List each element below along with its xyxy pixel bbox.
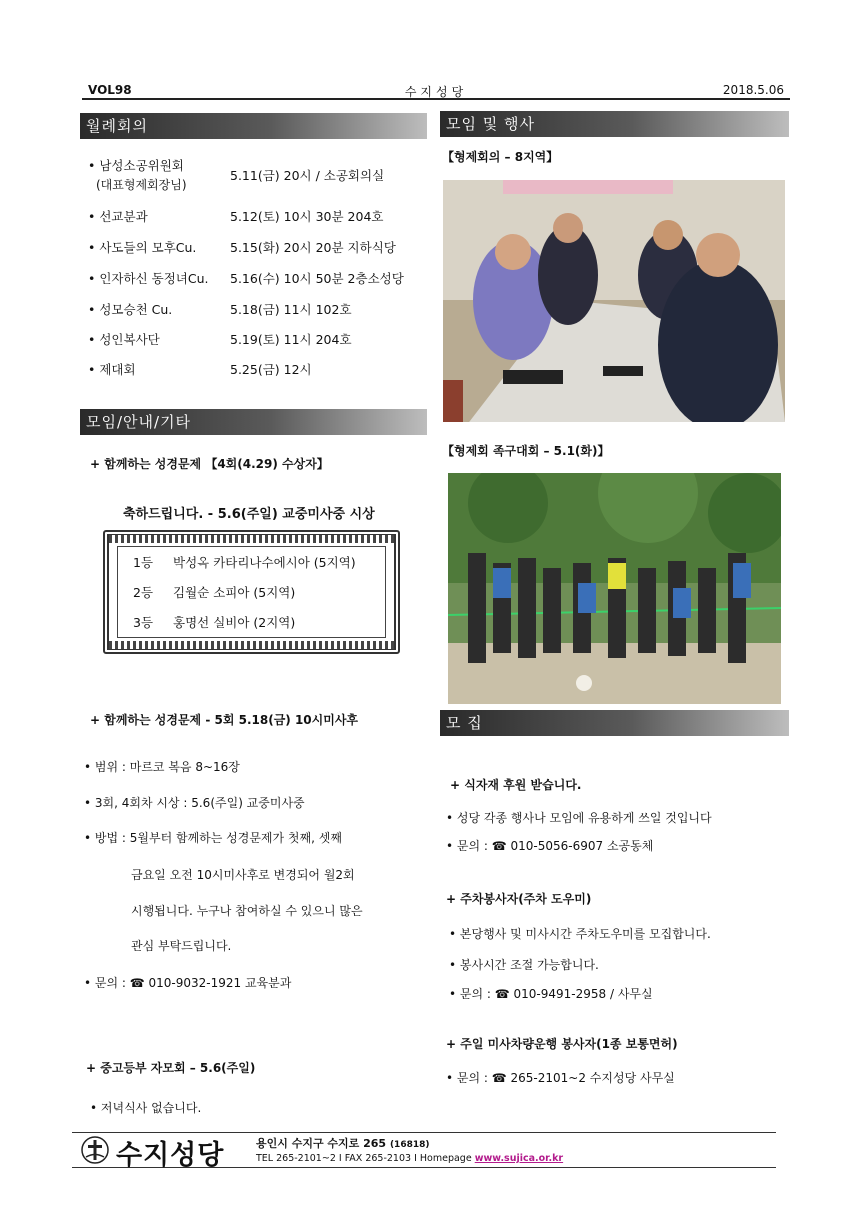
meeting-time: 5.18(금) 11시 102호 [230, 302, 352, 317]
section-bar-recruit [440, 710, 789, 736]
meeting-name: • 사도들의 모후Cu. [88, 240, 197, 255]
prize-winner: 김월순 소피아 (5지역) [173, 585, 296, 600]
section-bar-events [440, 111, 789, 137]
meeting-time: 5.25(금) 12시 [230, 362, 312, 377]
prize-line [133, 553, 356, 571]
meeting-name: • 제대회 [88, 362, 136, 377]
section-title-monthly: 월례회의 [86, 117, 148, 135]
recruit-food-desc: • 성당 각종 행사나 모임에 유용하게 쓰일 것입니다 [446, 811, 712, 825]
prize-rank: 1등 [133, 555, 154, 570]
footer-address [256, 1135, 429, 1151]
issue-date: 2018.5.06 [722, 83, 784, 97]
section-bar-guide [80, 409, 427, 435]
recruit-heading-food: + 식자재 후원 받습니다. [450, 778, 582, 792]
ornament-border [109, 535, 394, 543]
prize-line [133, 613, 295, 631]
quiz-method-cont: 관심 부탁드립니다. [131, 939, 232, 953]
quiz-method: • 방법 : 5월부터 함께하는 성경문제가 첫째, 셋째 [84, 831, 342, 845]
prize-line [133, 583, 295, 601]
quiz-scope: • 범위 : 마르코 복음 8~16장 [84, 760, 240, 774]
footer-zip: (16818) [389, 1140, 430, 1150]
prize-winner: 박성옥 카타리나수에시아 (5지역) [173, 555, 356, 570]
quiz-method-cont: 금요일 오전 10시미사후로 변경되어 월2회 [131, 868, 355, 882]
footer-parish-name: 수지성당 [116, 1140, 225, 1171]
recruit-heading-driver: + 주일 미사차량운행 봉사자(1종 보통면허) [446, 1037, 678, 1051]
footer [72, 1132, 776, 1171]
footer-phone-fax: TEL 265-2101~2 I FAX 265-2103 I Homepage [256, 1153, 472, 1164]
ornament-border [109, 641, 394, 649]
meeting-time: 5.19(토) 11시 204호 [230, 332, 352, 347]
meeting-name: • 성모승천 Cu. [88, 302, 173, 317]
photo-caption-football: 【형제회 족구대회 – 5.1(화)】 [442, 444, 610, 458]
football-photo [448, 473, 781, 704]
issue-header [82, 82, 790, 100]
meeting-name: • 남성소공위원회 [88, 158, 184, 173]
parish-name-header: 수지성당 [404, 85, 468, 99]
meeting-name: • 선교분과 [88, 209, 148, 224]
footer-contact [256, 1153, 563, 1164]
recruit-parking-desc: • 본당행사 및 미사시간 주차도우미를 모집합니다. [449, 927, 711, 941]
section-bar-monthly [80, 113, 427, 139]
congrats-line: 축하드립니다. - 5.6(주일) 교중미사중 시상 [123, 507, 375, 522]
quiz-award: • 3회, 4회차 시상 : 5.6(주일) 교중미사중 [84, 796, 305, 810]
prize-winners-box [103, 530, 400, 654]
quiz5-heading: + 함께하는 성경문제 - 5회 5.18(금) 10시미사후 [90, 713, 359, 727]
meeting-name: • 인자하신 동정녀Cu. [88, 271, 209, 286]
prize-rank: 3등 [133, 615, 154, 630]
parents-note: • 저녁식사 없습니다. [90, 1101, 202, 1115]
quiz-heading: + 함께하는 성경문제 【4회(4.29) 수상자】 [90, 457, 329, 471]
parents-heading: + 중고등부 자모회 – 5.6(주일) [86, 1061, 256, 1075]
prize-winner: 홍명선 실비아 (2지역) [173, 615, 296, 630]
section-title-events: 모임 및 행사 [446, 115, 535, 133]
meeting-time: 5.15(화) 20시 20분 지하식당 [230, 240, 396, 255]
prize-rank: 2등 [133, 585, 154, 600]
volume-number: VOL98 [88, 83, 132, 97]
meeting-sub: (대표형제회장님) [96, 178, 187, 192]
church-logo-icon [80, 1135, 110, 1165]
footer-street: 용인시 수지구 수지로 265 [256, 1137, 387, 1150]
meeting-time: 5.16(수) 10시 50분 2층소성당 [230, 271, 404, 286]
recruit-food-contact: • 문의 : ☎ 010-5056-6907 소공동체 [446, 839, 654, 853]
section-title-guide: 모임/안내/기타 [86, 413, 192, 431]
photo-caption-meeting: 【형제회의 – 8지역】 [442, 150, 559, 164]
quiz-method-cont: 시행됩니다. 누구나 참여하실 수 있으니 많은 [131, 904, 363, 918]
quiz-contact: • 문의 : ☎ 010-9032-1921 교육분과 [84, 976, 292, 990]
recruit-parking-contact: • 문의 : ☎ 010-9491-2958 / 사무실 [449, 987, 653, 1001]
meeting-time: 5.12(토) 10시 30분 204호 [230, 209, 384, 224]
homepage-link[interactable]: www.sujica.or.kr [474, 1153, 564, 1164]
section-title-recruit: 모 집 [446, 714, 483, 732]
meeting-photo [443, 180, 785, 422]
recruit-heading-parking: + 주차봉사자(주차 도우미) [446, 892, 592, 906]
recruit-driver-contact: • 문의 : ☎ 265-2101~2 수지성당 사무실 [446, 1071, 675, 1085]
recruit-parking-time: • 봉사시간 조절 가능합니다. [449, 958, 599, 972]
meeting-time: 5.11(금) 20시 / 소공회의실 [230, 168, 385, 183]
meeting-name: • 성인복사단 [88, 332, 160, 347]
